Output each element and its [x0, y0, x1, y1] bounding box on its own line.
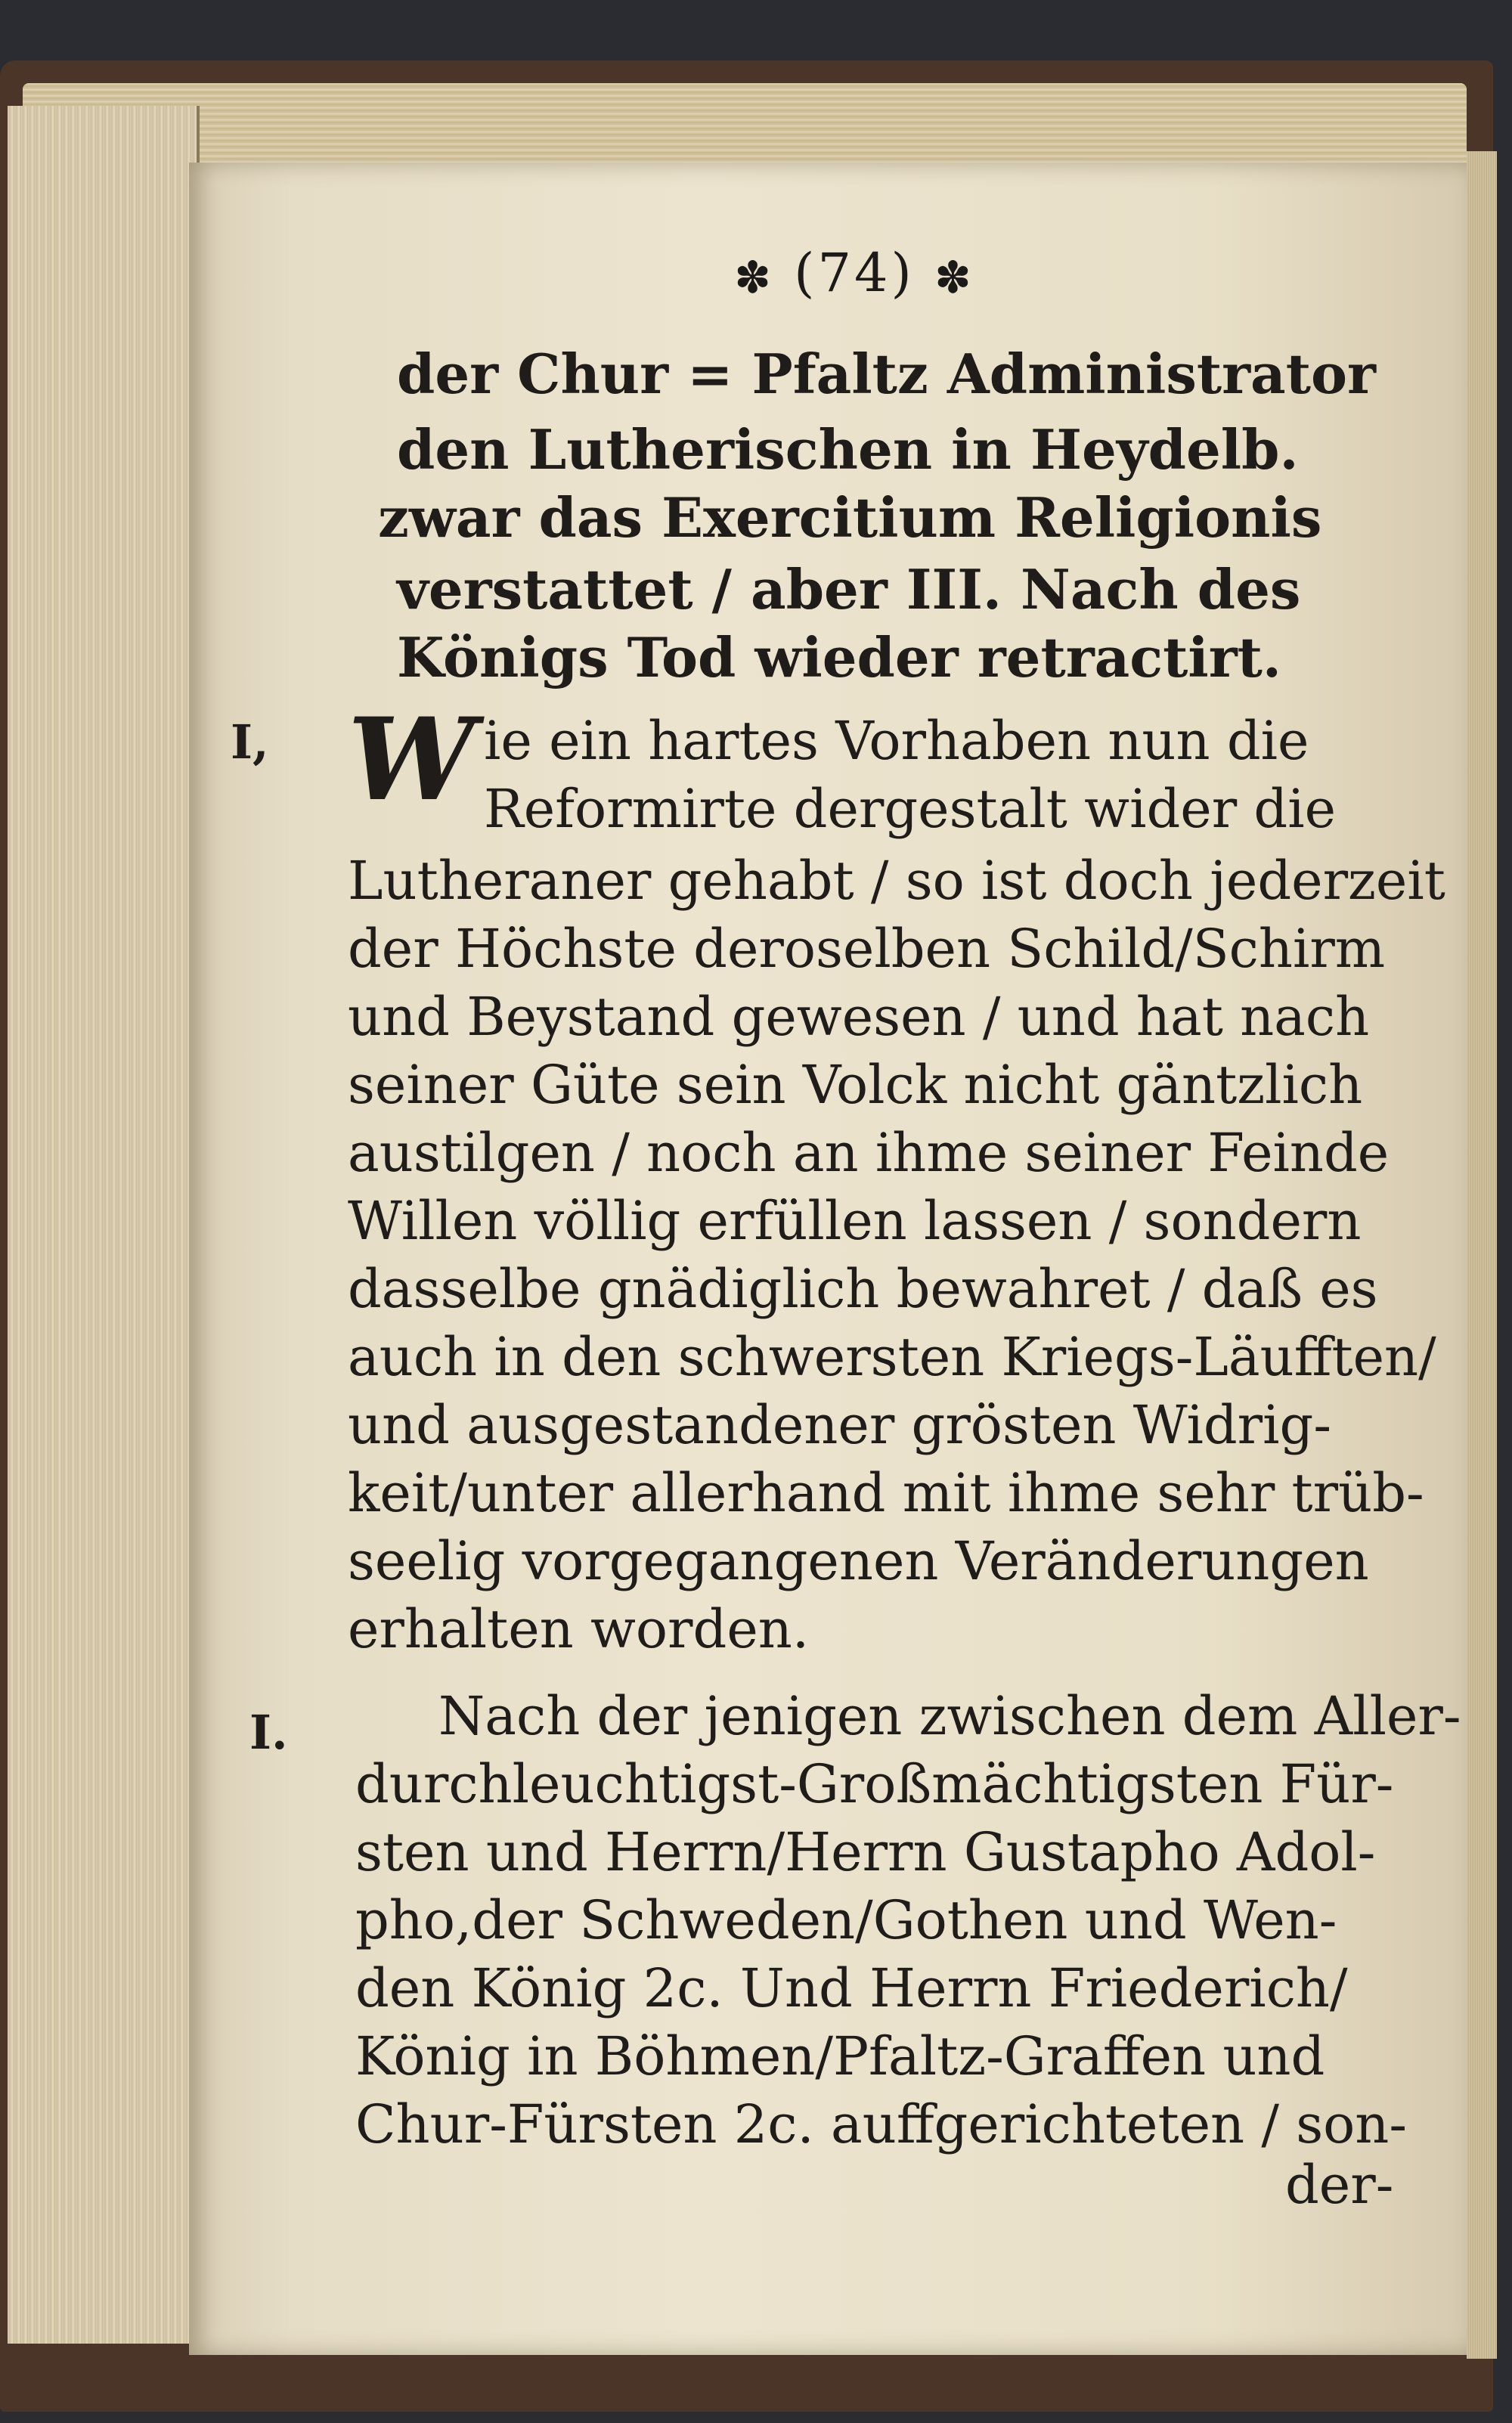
summary-line: den Lutherischen in Heydelb. — [397, 417, 1299, 482]
text-line: König in Böhmen/Pfaltz-Graffen und — [355, 2025, 1325, 2087]
drop-cap: W — [348, 693, 476, 826]
text-line: auch in den schwersten Kriegs-Läufften/ — [348, 1326, 1436, 1388]
ornament-right-icon: ✽ — [934, 252, 974, 303]
text-line: austilgen / noch an ihme seiner Feinde — [348, 1122, 1390, 1184]
book-right-edge — [1467, 151, 1497, 2359]
text-line: Reformirte dergestalt wider die — [484, 778, 1337, 840]
section-marker: I. — [249, 1705, 288, 1760]
text-line: Willen völlig erfüllen lassen / sondern — [348, 1190, 1362, 1252]
summary-line: verstattet / aber III. Nach des — [397, 557, 1301, 621]
text-line: Lutheraner gehabt / so ist doch jederzeit — [348, 850, 1445, 912]
text-line: dasselbe gnädiglich bewahret / daß es — [348, 1258, 1378, 1320]
catchword: der- — [1285, 2154, 1394, 2216]
text-line: seiner Güte sein Volck nicht gäntzlich — [348, 1054, 1363, 1116]
page-number: (74) — [794, 242, 915, 304]
text-line: Chur-Fürsten 2c. auffgerichteten / son- — [355, 2093, 1408, 2155]
summary-line: Königs Tod wieder retractirt. — [397, 625, 1281, 689]
summary-line: zwar das Exercitium Religionis — [378, 485, 1322, 550]
text-line: und Beystand gewesen / und hat nach — [348, 986, 1370, 1048]
text-line: ie ein hartes Vorhaben nun die — [484, 710, 1309, 772]
book-page-edges — [8, 106, 200, 2344]
text-line: durchleuchtigst-Großmächtigsten Für- — [355, 1753, 1394, 1815]
ornament-left-icon: ✽ — [734, 252, 774, 303]
section-marker: I, — [231, 714, 269, 770]
text-line: Nach der jenigen zwischen dem Aller- — [438, 1685, 1461, 1747]
text-line: sten und Herrn/Herrn Gustapho Adol- — [355, 1821, 1376, 1883]
text-line: keit/unter allerhand mit ihme sehr trüb- — [348, 1462, 1424, 1524]
text-line: erhalten worden. — [348, 1598, 810, 1660]
text-line: pho,der Schweden/Gothen und Wen- — [355, 1889, 1337, 1951]
text-line: seelig vorgegangenen Veränderungen — [348, 1530, 1369, 1592]
text-line: der Höchste deroselben Schild/Schirm — [348, 918, 1386, 980]
page-header — [680, 242, 1028, 304]
text-line: den König 2c. Und Herrn Friederich/ — [355, 1957, 1348, 2019]
text-line: und ausgestandener grösten Widrig- — [348, 1394, 1331, 1456]
summary-line: der Chur = Pfaltz Administrator — [397, 342, 1376, 406]
book-top-edge — [23, 83, 1467, 174]
